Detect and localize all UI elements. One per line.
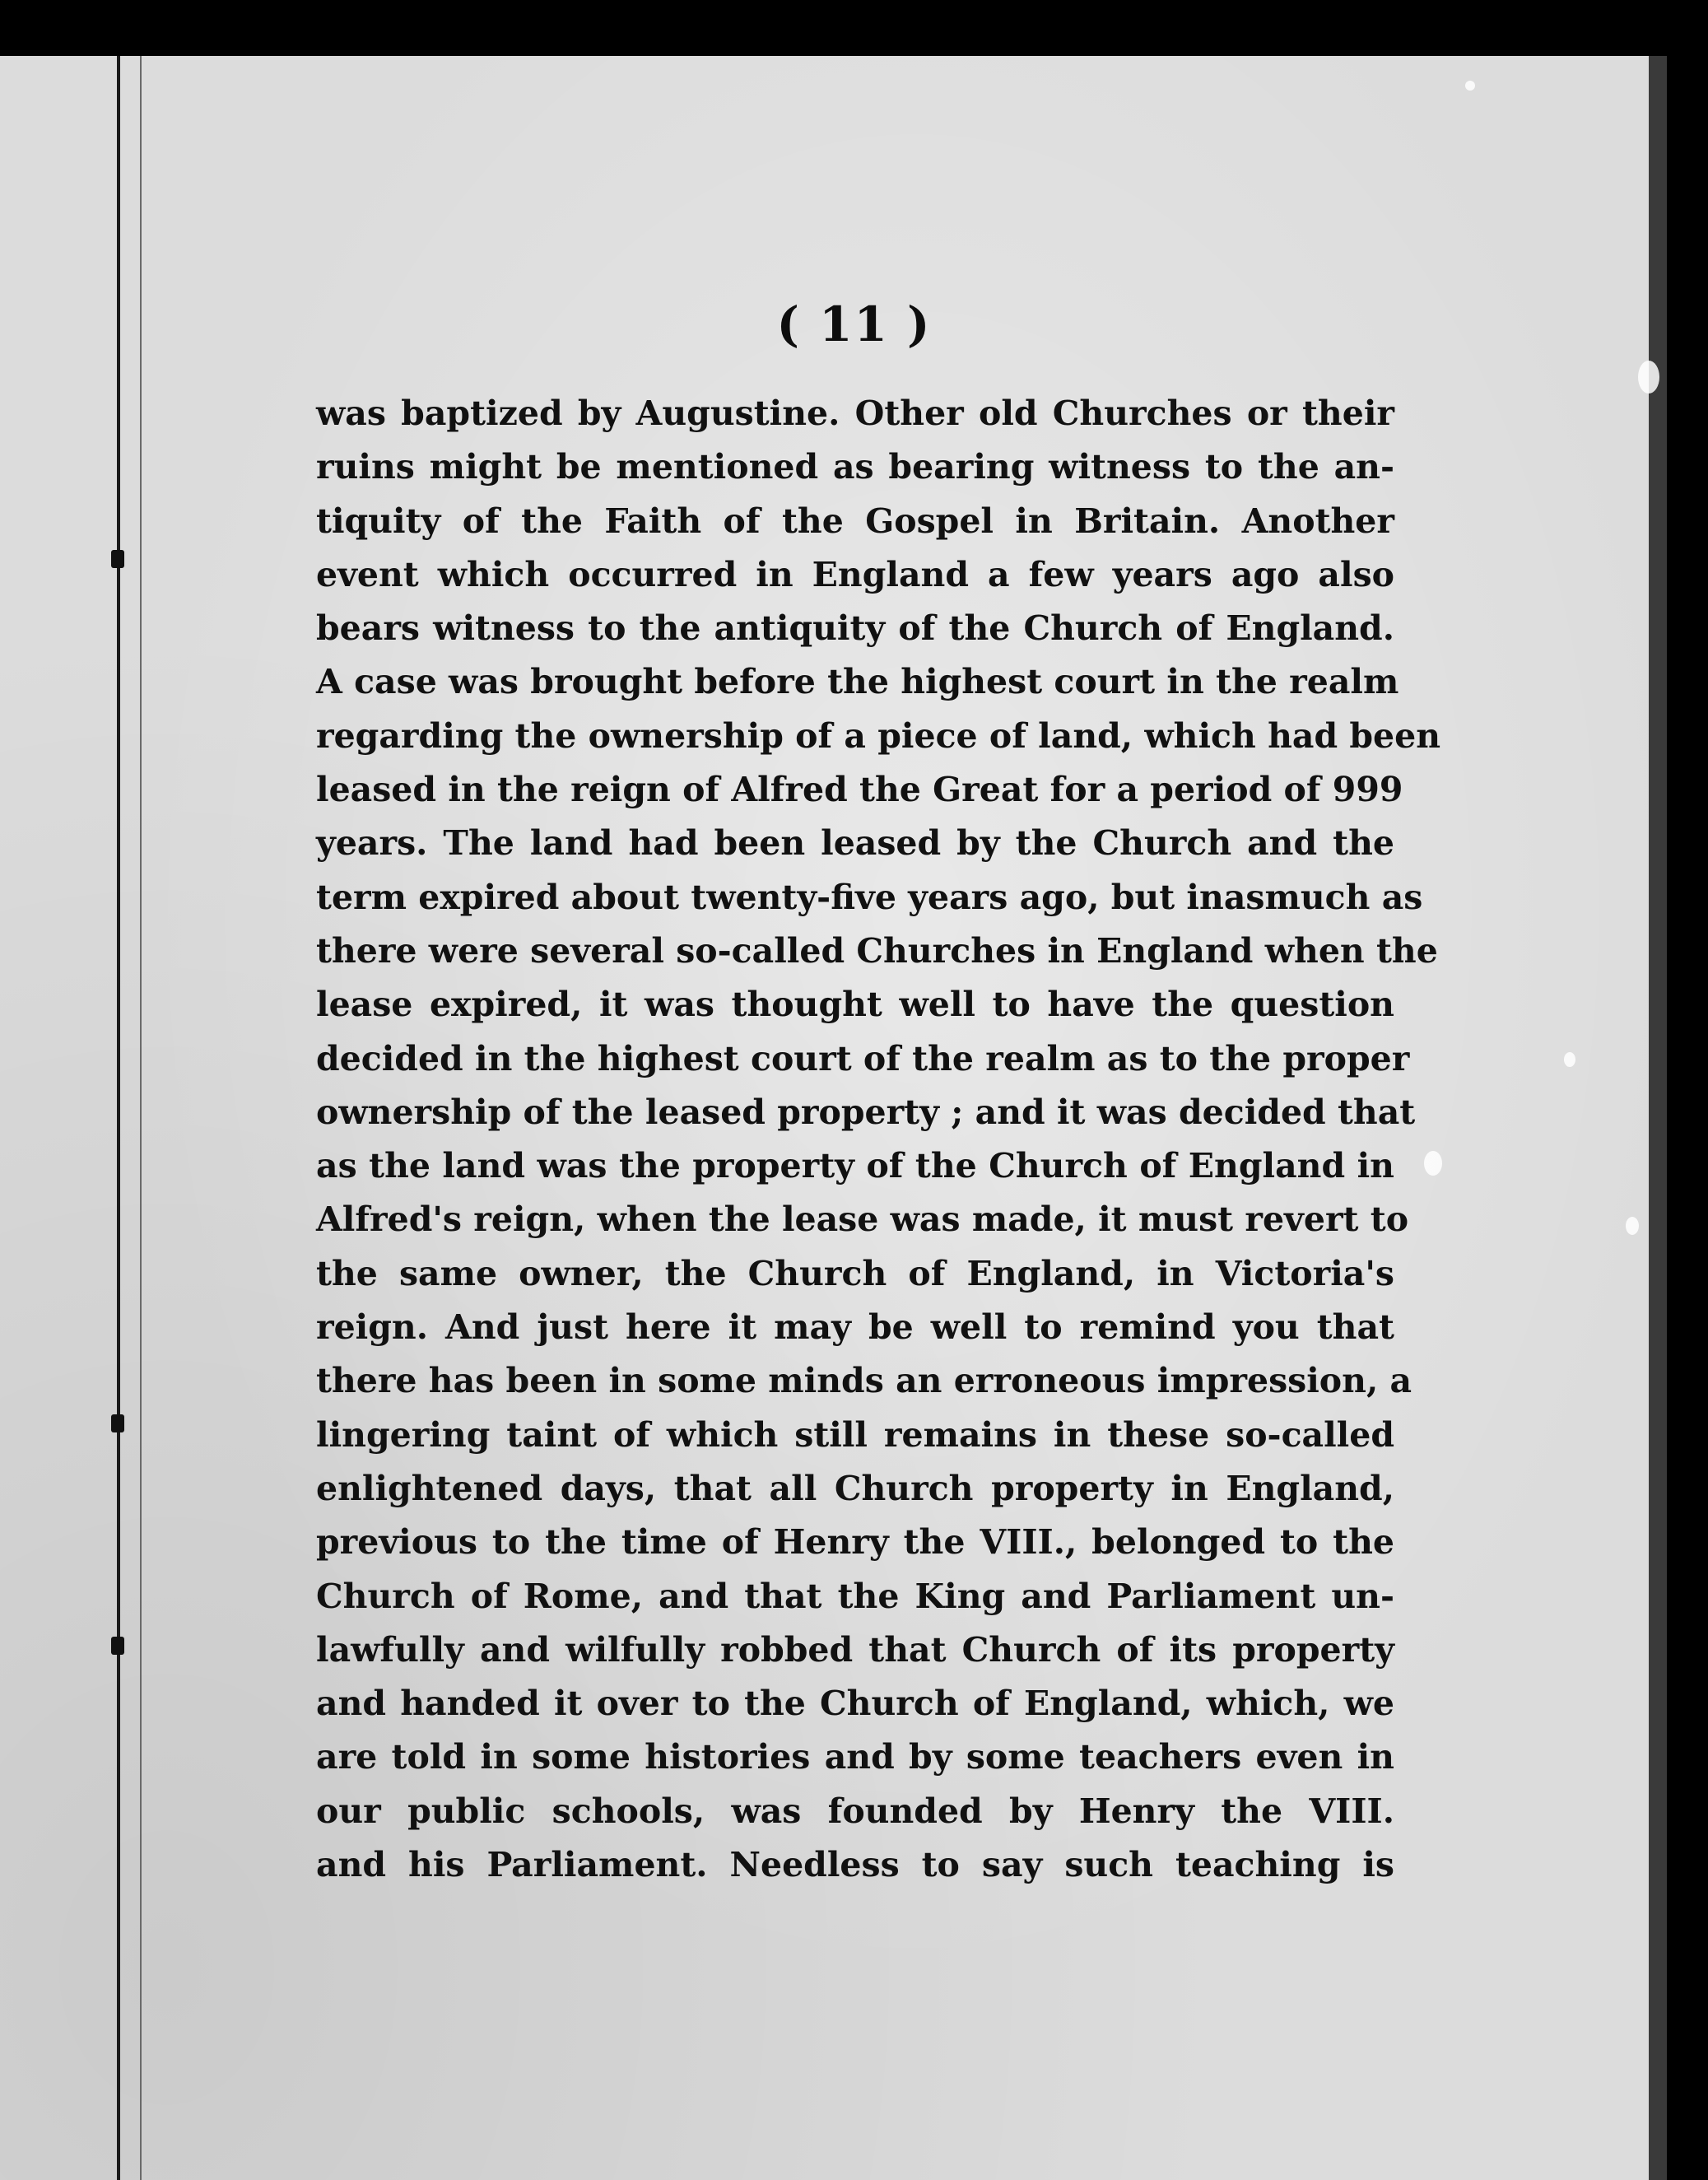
binding-mark [111, 550, 124, 568]
text-line: ownership of the leased property ; and it was decided that [316, 1092, 1416, 1132]
text-line: A case was brought before the highest court in the realm [316, 662, 1399, 702]
text-line: was baptized by Augustine. Other old Churches or their [316, 394, 1394, 433]
text-line: years. The land had been leased by the Church and the [316, 823, 1394, 864]
dust-speck [1465, 81, 1475, 91]
dust-speck [1564, 1052, 1575, 1067]
text-line: and handed it over to the Church of England, which, we [316, 1684, 1394, 1724]
dust-speck [1638, 361, 1659, 394]
text-line: ruins might be mentioned as bearing witness to the an- [316, 447, 1394, 487]
page-number: ( 11 ) [776, 296, 932, 352]
text-line: regarding the ownership of a piece of land, which had been [316, 715, 1441, 756]
text-line: decided in the highest court of the realm as to the proper [316, 1038, 1410, 1078]
text-line: lawfully and wilfully robbed that Church of its property [316, 1629, 1394, 1670]
text-line: lease expired, it was thought well to have the question [316, 985, 1394, 1025]
text-line: bears witness to the antiquity of the Church of England. [316, 608, 1394, 649]
text-line: enlightened days, that all Church property in England, [316, 1468, 1394, 1508]
text-line: our public schools, was founded by Henry the VIII. [316, 1791, 1394, 1831]
text-line: lingering taint of which still remains in these so-called [316, 1414, 1394, 1455]
text-line: previous to the time of Henry the VIII., belonged to the [316, 1522, 1394, 1563]
text-line: Church of Rome, and that the King and Parliament un- [316, 1576, 1394, 1616]
text-line: tiquity of the Faith of the Gospel in Britain. Another [316, 501, 1394, 541]
binding-mark [111, 1637, 124, 1655]
body-text [316, 387, 1441, 1892]
text-line: as the land was the property of the Church of England in [316, 1146, 1394, 1186]
text-line: Alfred's reign, when the lease was made, it must revert to [316, 1199, 1409, 1240]
binding-mark [111, 1414, 124, 1432]
text-line: term expired about twenty-five years ago, but inasmuch as [316, 877, 1423, 917]
dust-speck [1424, 1151, 1442, 1176]
text-line: the same owner, the Church of England, in Victoria's [316, 1253, 1394, 1293]
text-line: and his Parliament. Needless to say such teaching is [316, 1845, 1394, 1885]
text-line: event which occurred in England a few years ago also [316, 554, 1394, 594]
text-line: there has been in some minds an erroneous impression, a [316, 1361, 1412, 1401]
text-line: reign. And just here it may be well to remind you that [316, 1307, 1394, 1348]
binding-edge-line [117, 56, 120, 2180]
text-line: are told in some histories and by some teachers even in [316, 1737, 1394, 1777]
text-line: leased in the reign of Alfred the Great for a period of 999 [316, 770, 1403, 810]
dust-speck [1626, 1217, 1639, 1235]
text-line: there were several so-called Churches in England when the [316, 930, 1438, 971]
binding-shadow-line [140, 56, 142, 2180]
